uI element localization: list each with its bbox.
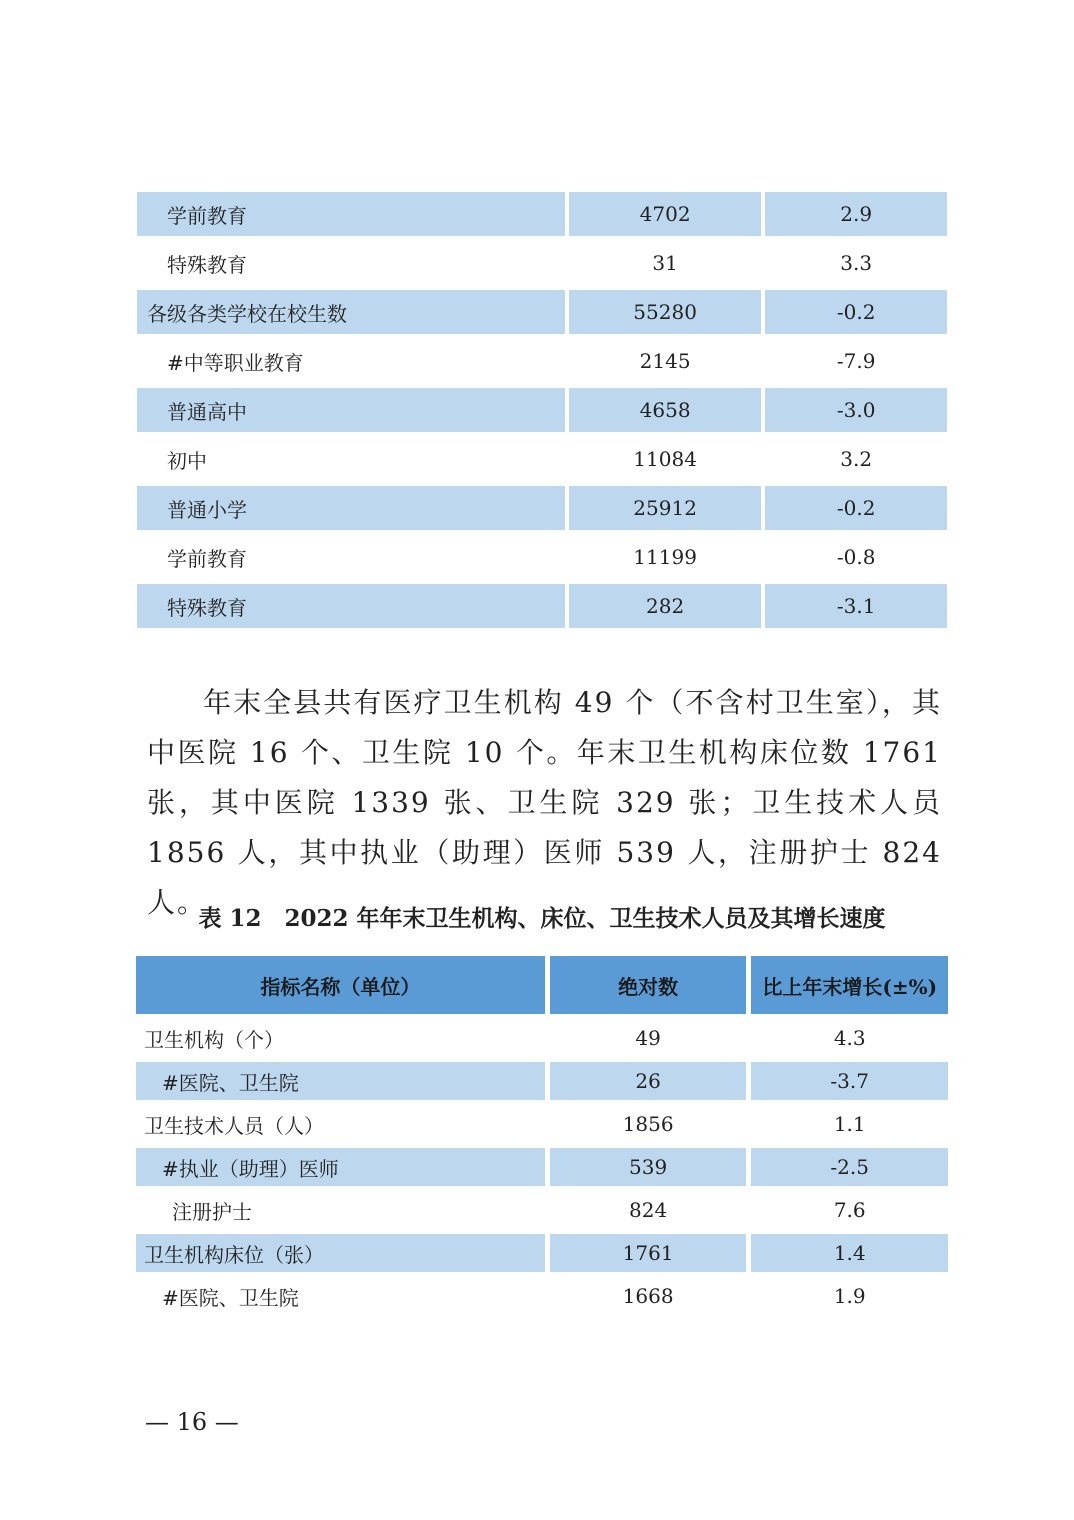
row-name: 卫生机构床位（张） <box>136 1234 545 1277</box>
row-growth: -7.9 <box>761 339 947 388</box>
row-value: 11199 <box>565 535 761 584</box>
row-value: 31 <box>565 241 761 290</box>
row-name: 注册护士 <box>136 1191 545 1234</box>
row-name: 学前教育 <box>137 535 565 584</box>
row-growth: 2.9 <box>761 192 947 241</box>
row-growth: 4.3 <box>746 1019 948 1062</box>
row-name: 特殊教育 <box>137 241 565 290</box>
row-name: #执业（助理）医师 <box>136 1148 545 1191</box>
row-growth: 7.6 <box>746 1191 948 1234</box>
row-name: #医院、卫生院 <box>136 1277 545 1320</box>
paragraph-text: 年末全县共有医疗卫生机构 49 个（不含村卫生室），其中医院 16 个、卫生院 10 个。年末卫生机构床位数 1761 张，其中医院 1339 张、卫生院 329 张；卫生技术人员 1856 人，其中执业（助理）医师 539 人，注册护士 824 人。 <box>147 686 942 919</box>
header-absolute: 绝对数 <box>545 956 747 1019</box>
row-name: #中等职业教育 <box>137 339 565 388</box>
row-growth: 1.1 <box>746 1105 948 1148</box>
table-row <box>136 1019 948 1062</box>
row-value: 25912 <box>565 486 761 535</box>
row-value: 2145 <box>565 339 761 388</box>
row-growth: -0.8 <box>761 535 947 584</box>
health-paragraph <box>147 678 942 928</box>
page-number: — 16 — <box>145 1408 239 1436</box>
row-value: 55280 <box>565 290 761 339</box>
table-row <box>136 1191 948 1234</box>
table-row <box>137 437 947 486</box>
row-growth: 1.9 <box>746 1277 948 1320</box>
row-value: 539 <box>545 1148 747 1191</box>
row-value: 1856 <box>545 1105 747 1148</box>
education-table <box>137 192 947 633</box>
table-row <box>137 535 947 584</box>
row-growth: 1.4 <box>746 1234 948 1277</box>
header-growth: 比上年末增长(±%) <box>746 956 948 1019</box>
table-row <box>137 584 947 633</box>
health-table <box>136 956 948 1320</box>
row-value: 1668 <box>545 1277 747 1320</box>
row-name: 各级各类学校在校生数 <box>137 290 565 339</box>
row-name: 普通小学 <box>137 486 565 535</box>
table-row <box>137 388 947 437</box>
row-name: 卫生技术人员（人） <box>136 1105 545 1148</box>
table-row <box>137 339 947 388</box>
row-growth: -3.0 <box>761 388 947 437</box>
row-value: 4658 <box>565 388 761 437</box>
row-name: 初中 <box>137 437 565 486</box>
table-row <box>136 1148 948 1191</box>
row-name: 学前教育 <box>137 192 565 241</box>
table-row <box>137 486 947 535</box>
row-value: 824 <box>545 1191 747 1234</box>
table-row <box>137 290 947 339</box>
row-name: 卫生机构（个） <box>136 1019 545 1062</box>
row-value: 282 <box>565 584 761 633</box>
row-value: 11084 <box>565 437 761 486</box>
row-name: 普通高中 <box>137 388 565 437</box>
table-row <box>136 1277 948 1320</box>
row-growth: -3.7 <box>746 1062 948 1105</box>
row-growth: -0.2 <box>761 290 947 339</box>
row-name: #医院、卫生院 <box>136 1062 545 1105</box>
row-growth: -0.2 <box>761 486 947 535</box>
row-name: 特殊教育 <box>137 584 565 633</box>
table12-caption: 表 12 2022 年年末卫生机构、床位、卫生技术人员及其增长速度 <box>198 905 886 932</box>
table-row <box>136 1105 948 1148</box>
row-growth: 3.3 <box>761 241 947 290</box>
row-growth: -2.5 <box>746 1148 948 1191</box>
row-growth: -3.1 <box>761 584 947 633</box>
row-value: 26 <box>545 1062 747 1105</box>
table-row <box>136 1062 948 1105</box>
table-row <box>137 241 947 290</box>
row-growth: 3.2 <box>761 437 947 486</box>
header-indicator: 指标名称（单位） <box>136 956 545 1019</box>
row-value: 49 <box>545 1019 747 1062</box>
row-value: 1761 <box>545 1234 747 1277</box>
row-value: 4702 <box>565 192 761 241</box>
table-row <box>136 1234 948 1277</box>
table12-header-row <box>136 956 948 1019</box>
table-row <box>137 192 947 241</box>
